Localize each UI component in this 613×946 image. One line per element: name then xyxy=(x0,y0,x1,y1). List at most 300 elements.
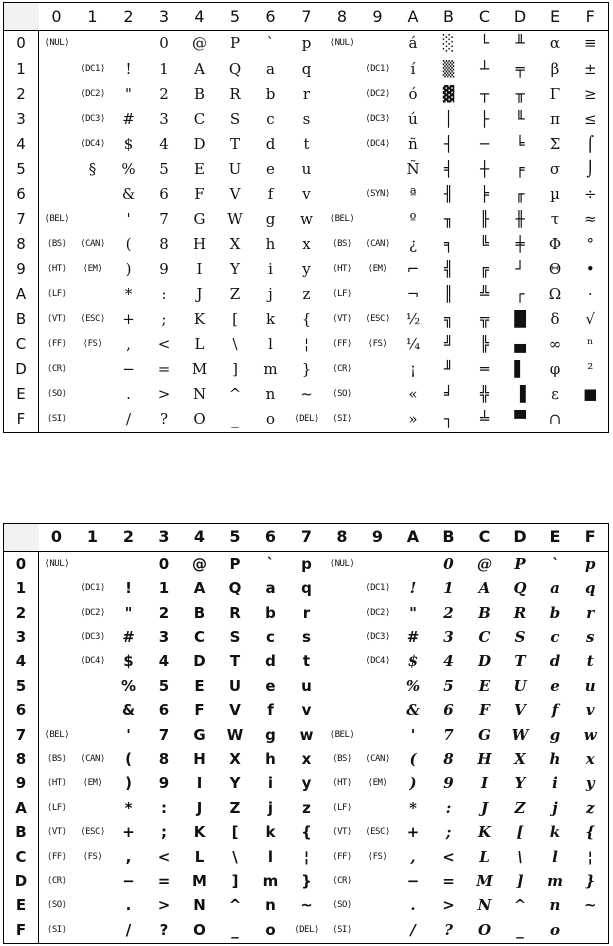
char-cell: o xyxy=(265,409,276,428)
char-cell xyxy=(75,31,111,57)
char-cell: ╨ xyxy=(515,34,525,53)
char-cell: [ xyxy=(232,309,238,328)
char-cell: O xyxy=(477,921,492,940)
char-cell: ⟨FS⟩ xyxy=(82,338,103,349)
char-cell: p xyxy=(301,554,312,573)
char-cell: M xyxy=(476,871,493,890)
char-cell: u xyxy=(584,676,596,695)
char-cell: A xyxy=(194,59,205,78)
char-cell: Z xyxy=(229,798,241,817)
char-cell xyxy=(39,650,75,674)
char-cell: h xyxy=(265,749,276,768)
table-row xyxy=(4,796,609,820)
char-cell xyxy=(360,382,396,407)
char-cell xyxy=(39,698,75,722)
char-cell: H xyxy=(193,749,206,768)
char-cell: v xyxy=(302,184,311,203)
char-cell: ⟨LF⟩ xyxy=(46,288,67,299)
char-cell: X xyxy=(514,749,526,768)
char-cell: g xyxy=(265,725,276,744)
char-cell: ? xyxy=(159,409,169,428)
char-cell: ╕ xyxy=(443,234,454,253)
character-table-italic xyxy=(3,523,609,944)
char-cell: ⟨ESC⟩ xyxy=(365,313,390,324)
char-cell: w xyxy=(300,209,313,228)
table-row xyxy=(4,57,609,82)
char-cell: α xyxy=(549,34,561,53)
char-cell: J xyxy=(480,798,489,817)
table-row xyxy=(4,894,609,918)
char-cell: @ xyxy=(192,554,207,573)
char-cell: ⟨DC3⟩ xyxy=(365,113,390,124)
char-cell: _ xyxy=(231,921,239,940)
char-cell: ó xyxy=(408,84,418,103)
column-header: 4 xyxy=(182,524,218,552)
char-cell: T xyxy=(229,652,241,671)
table-row xyxy=(4,723,609,747)
char-cell: ⟨DC4⟩ xyxy=(80,138,105,149)
char-cell: C xyxy=(478,627,491,646)
char-cell: > xyxy=(442,896,455,915)
char-cell xyxy=(111,551,147,576)
char-cell: r xyxy=(302,84,311,103)
corner-cell xyxy=(4,524,39,552)
char-cell: ' xyxy=(126,725,131,744)
char-cell: ⟨EM⟩ xyxy=(367,263,388,274)
char-cell: ⟨FS⟩ xyxy=(367,338,388,349)
char-cell xyxy=(325,674,360,698)
char-cell: @ xyxy=(192,34,207,53)
char-cell: ⟨FS⟩ xyxy=(82,851,103,862)
column-header: 8 xyxy=(325,524,360,552)
char-cell: D xyxy=(193,652,206,671)
char-cell: ╠ xyxy=(479,334,490,353)
char-cell: δ xyxy=(550,309,560,328)
char-cell xyxy=(573,918,609,943)
char-cell xyxy=(360,894,396,918)
char-cell xyxy=(360,551,396,576)
char-cell: ⟨VT⟩ xyxy=(46,313,67,324)
char-cell: X xyxy=(229,749,241,768)
char-cell: ╥ xyxy=(515,84,525,103)
char-cell xyxy=(360,31,396,57)
row-header: 6 xyxy=(4,698,39,722)
char-cell: ┌ xyxy=(515,284,525,303)
column-header-row xyxy=(4,3,609,31)
char-cell: ⟨HT⟩ xyxy=(332,778,352,789)
char-cell: ` xyxy=(551,554,559,573)
char-cell: ⟨CR⟩ xyxy=(46,363,67,374)
char-cell: ═ xyxy=(479,359,490,378)
char-cell: 7 xyxy=(159,209,169,228)
char-cell: } xyxy=(301,359,312,378)
char-cell: X xyxy=(229,234,241,253)
char-cell: I xyxy=(196,259,203,278)
char-cell: f xyxy=(267,701,274,720)
char-cell xyxy=(75,407,111,433)
char-cell: e xyxy=(550,676,560,695)
char-cell: ⟨DC3⟩ xyxy=(365,631,390,642)
char-cell: ! xyxy=(409,579,417,598)
char-cell: > xyxy=(157,384,171,403)
char-cell: ⟨SI⟩ xyxy=(332,413,352,424)
row-header: F xyxy=(4,407,39,433)
char-cell: / xyxy=(410,921,416,940)
table-row xyxy=(4,257,609,282)
char-cell: > xyxy=(157,896,171,915)
char-cell: ⟨CR⟩ xyxy=(332,363,352,374)
char-cell: ▓ xyxy=(442,84,455,103)
char-cell: w xyxy=(583,725,597,744)
char-cell: 8 xyxy=(443,749,454,768)
char-cell: N xyxy=(477,896,492,915)
char-cell: ñ xyxy=(408,134,418,153)
char-cell: • xyxy=(585,259,595,278)
char-cell: < xyxy=(157,847,171,866)
char-cell: ~ xyxy=(300,384,313,403)
char-cell: 1 xyxy=(159,59,169,78)
char-cell: x xyxy=(302,234,311,253)
char-cell: i xyxy=(552,774,558,793)
char-cell: ╘ xyxy=(515,134,525,153)
char-cell: & xyxy=(121,701,136,720)
char-cell: w xyxy=(299,725,314,744)
char-cell: ⌐ xyxy=(406,259,420,278)
row-header: 5 xyxy=(4,674,39,698)
char-cell: ≡ xyxy=(583,34,597,53)
table-row xyxy=(4,601,609,625)
char-cell: y xyxy=(301,774,312,793)
char-cell: ⟨EM⟩ xyxy=(367,778,388,789)
char-cell: ¿ xyxy=(408,234,418,253)
char-cell: V xyxy=(514,701,526,720)
row-header: 1 xyxy=(4,57,39,82)
char-cell: O xyxy=(193,921,206,940)
char-cell: j xyxy=(268,284,273,303)
char-cell: . xyxy=(126,384,131,403)
char-cell: ⟨NUL⟩ xyxy=(44,38,70,49)
column-header: 4 xyxy=(182,3,218,31)
char-cell: E xyxy=(478,676,491,695)
column-header: 9 xyxy=(360,3,396,31)
column-header: 3 xyxy=(147,3,182,31)
char-cell: z xyxy=(302,798,311,817)
row-header: C xyxy=(4,332,39,357)
char-cell: } xyxy=(301,871,312,890)
char-cell: á xyxy=(408,34,418,53)
char-cell: z xyxy=(302,284,311,303)
char-cell: ⟨DC2⟩ xyxy=(365,607,390,618)
char-cell: B xyxy=(478,603,491,622)
char-cell: Q xyxy=(513,579,527,598)
char-cell: E xyxy=(194,676,205,695)
char-cell: N xyxy=(192,384,207,403)
char-cell: Z xyxy=(229,284,241,303)
char-cell: ⟨CR⟩ xyxy=(332,875,352,886)
char-cell: ║ xyxy=(443,284,454,303)
char-cell: ⟨CR⟩ xyxy=(46,875,67,886)
char-cell: d xyxy=(265,652,276,671)
char-cell: ⟨CAN⟩ xyxy=(80,753,105,764)
row-header: 0 xyxy=(4,31,39,57)
table-row xyxy=(4,576,609,600)
column-header: F xyxy=(573,3,609,31)
char-cell: Z xyxy=(514,798,526,817)
char-cell: j xyxy=(267,798,274,817)
char-cell: ▐ xyxy=(514,384,526,403)
char-cell: f xyxy=(267,184,274,203)
row-header: 3 xyxy=(4,625,39,649)
char-cell: τ xyxy=(550,209,560,228)
char-cell: * xyxy=(124,284,133,303)
column-header: 0 xyxy=(39,524,75,552)
char-cell: { xyxy=(301,823,312,842)
char-cell: Y xyxy=(230,259,240,278)
char-cell: Q xyxy=(228,579,242,598)
column-header: F xyxy=(573,524,609,552)
column-header-row xyxy=(4,524,609,552)
char-cell: R xyxy=(513,603,527,622)
row-header: 8 xyxy=(4,232,39,257)
char-cell: ; xyxy=(161,823,167,842)
char-cell: ⟨DC4⟩ xyxy=(365,138,390,149)
char-cell: ( xyxy=(409,749,417,768)
char-cell: 6 xyxy=(158,701,170,720)
char-cell: b xyxy=(265,603,276,622)
char-cell: V xyxy=(229,184,241,203)
character-table-graphic xyxy=(3,2,609,433)
char-cell: g xyxy=(265,209,276,228)
char-cell: ⟨DC2⟩ xyxy=(80,88,105,99)
char-cell: m xyxy=(547,871,563,890)
char-cell: ╝ xyxy=(443,334,454,353)
char-cell xyxy=(75,282,111,307)
char-cell: , xyxy=(125,847,132,866)
char-cell: █ xyxy=(514,309,526,328)
char-cell: u xyxy=(301,676,312,695)
table-row xyxy=(4,650,609,674)
char-cell: ' xyxy=(410,725,416,744)
row-header: D xyxy=(4,869,39,893)
char-cell: ╖ xyxy=(443,209,454,228)
char-cell xyxy=(75,182,111,207)
char-cell: e xyxy=(266,159,275,178)
table-row xyxy=(4,182,609,207)
char-cell: 1 xyxy=(158,579,170,598)
column-header: C xyxy=(467,524,503,552)
char-cell: ⟨CAN⟩ xyxy=(365,238,390,249)
table-row xyxy=(4,382,609,407)
char-cell: * xyxy=(409,798,417,817)
char-cell xyxy=(325,576,360,600)
char-cell: ░ xyxy=(442,34,455,53)
char-cell: ⟨CAN⟩ xyxy=(80,238,105,249)
char-cell: ▌ xyxy=(514,359,526,378)
table-row xyxy=(4,307,609,332)
char-cell: 8 xyxy=(158,749,170,768)
char-cell: f xyxy=(551,701,559,720)
char-cell: o xyxy=(265,921,276,940)
char-cell: ⟨BEL⟩ xyxy=(329,213,355,224)
char-cell: D xyxy=(193,134,206,153)
table-row xyxy=(4,772,609,796)
char-cell: & xyxy=(406,701,420,720)
char-cell xyxy=(75,894,111,918)
char-cell: n xyxy=(549,896,561,915)
char-cell: K xyxy=(193,823,206,842)
char-cell: U xyxy=(513,676,527,695)
char-cell: » xyxy=(408,409,418,428)
char-cell xyxy=(75,918,111,943)
table-row xyxy=(4,357,609,382)
char-cell: V xyxy=(229,701,241,720)
char-cell: p xyxy=(585,554,596,573)
char-cell: R xyxy=(229,603,241,622)
row-header: F xyxy=(4,918,39,943)
char-cell: q xyxy=(301,59,312,78)
char-cell: B xyxy=(193,603,206,622)
char-cell: l xyxy=(552,847,558,866)
char-cell: ╞ xyxy=(479,184,490,203)
char-cell: 2 xyxy=(159,84,169,103)
row-header: 1 xyxy=(4,576,39,600)
char-cell xyxy=(39,182,75,207)
char-cell: a xyxy=(265,579,276,598)
char-cell: T xyxy=(514,652,526,671)
char-cell: P xyxy=(229,34,241,53)
char-cell: í xyxy=(410,59,416,78)
char-cell: / xyxy=(125,409,132,428)
char-cell: ╜ xyxy=(443,359,454,378)
char-cell: ⟨VT⟩ xyxy=(332,827,352,838)
char-cell: ¬ xyxy=(406,284,420,303)
char-cell: 9 xyxy=(443,774,454,793)
char-cell: ⟨LF⟩ xyxy=(332,802,352,813)
char-cell: # xyxy=(122,109,135,128)
char-cell: ` xyxy=(266,34,275,53)
char-cell: ⟨ESC⟩ xyxy=(365,827,390,838)
table-row xyxy=(4,282,609,307)
row-header: 9 xyxy=(4,257,39,282)
char-cell: ╦ xyxy=(479,309,490,328)
char-cell: 3 xyxy=(443,627,454,646)
char-cell: , xyxy=(410,847,416,866)
char-cell: § xyxy=(88,159,97,178)
char-cell xyxy=(325,132,360,157)
char-cell: A xyxy=(478,579,491,598)
char-cell: d xyxy=(549,652,561,671)
char-cell: √ xyxy=(585,309,596,328)
char-cell: Q xyxy=(228,59,242,78)
char-cell: σ xyxy=(549,159,561,178)
char-cell: ) xyxy=(125,774,132,793)
char-cell: < xyxy=(442,847,455,866)
char-cell: M xyxy=(192,871,207,890)
char-cell: ( xyxy=(125,234,132,253)
char-cell xyxy=(325,82,360,107)
char-cell: % xyxy=(120,676,137,695)
char-cell: = xyxy=(442,871,455,890)
char-cell: D xyxy=(477,652,491,671)
row-header: 7 xyxy=(4,723,39,747)
char-cell xyxy=(39,107,75,132)
char-cell: ! xyxy=(125,59,132,78)
char-cell: 2 xyxy=(158,603,170,622)
char-cell: Θ xyxy=(548,259,562,278)
char-cell xyxy=(396,551,431,576)
char-cell: 5 xyxy=(443,676,454,695)
char-cell: ┤ xyxy=(443,134,454,153)
column-header: B xyxy=(431,3,467,31)
row-header: 0 xyxy=(4,551,39,576)
char-cell: ⟨DC4⟩ xyxy=(80,656,105,667)
char-cell: I xyxy=(480,774,489,793)
char-cell: x xyxy=(585,749,595,768)
char-cell: F xyxy=(479,701,490,720)
char-cell: ⟨FF⟩ xyxy=(46,851,67,862)
char-cell: c xyxy=(266,627,275,646)
char-cell xyxy=(360,407,396,433)
char-cell: x xyxy=(301,749,312,768)
char-cell: ^ xyxy=(228,896,242,915)
char-cell xyxy=(75,674,111,698)
char-cell: ∞ xyxy=(548,334,562,353)
char-cell: ⟨BEL⟩ xyxy=(44,729,70,740)
char-cell: ) xyxy=(125,259,132,278)
char-cell: ⟨BS⟩ xyxy=(46,238,67,249)
char-cell: ⟨NUL⟩ xyxy=(329,558,355,569)
char-cell: ╡ xyxy=(443,159,454,178)
char-cell: ─ xyxy=(479,134,490,153)
char-cell xyxy=(39,576,75,600)
char-cell: 9 xyxy=(159,259,169,278)
char-cell: ⟨CAN⟩ xyxy=(365,753,390,764)
column-header: 7 xyxy=(289,3,325,31)
char-cell: ¦ xyxy=(303,847,310,866)
column-header: 6 xyxy=(253,524,289,552)
char-cell: ? xyxy=(159,921,169,940)
column-header: 2 xyxy=(111,3,147,31)
table-row xyxy=(4,157,609,182)
char-cell: ⌡ xyxy=(586,159,595,178)
char-cell: ┬ xyxy=(479,84,490,103)
char-cell xyxy=(360,918,396,943)
table-row xyxy=(4,407,609,433)
char-cell: ^ xyxy=(228,384,242,403)
char-cell xyxy=(75,796,111,820)
char-cell: ┐ xyxy=(443,409,454,428)
char-cell: ⟨VT⟩ xyxy=(46,827,67,838)
char-cell: $ xyxy=(123,134,134,153)
char-cell xyxy=(325,650,360,674)
char-cell: G xyxy=(193,209,206,228)
char-cell xyxy=(39,674,75,698)
char-cell xyxy=(360,357,396,382)
char-cell: π xyxy=(550,109,560,128)
char-cell: ; xyxy=(445,823,452,842)
char-cell: * xyxy=(124,798,133,817)
char-cell: c xyxy=(266,109,275,128)
char-cell: ε xyxy=(551,384,559,403)
char-cell: E xyxy=(194,159,205,178)
row-header: 6 xyxy=(4,182,39,207)
char-cell: < xyxy=(157,334,171,353)
char-cell: \ xyxy=(232,334,238,353)
char-cell xyxy=(325,601,360,625)
char-cell: ⟨DC3⟩ xyxy=(80,631,105,642)
char-cell: ⟨NUL⟩ xyxy=(329,38,355,49)
char-cell: ╣ xyxy=(443,259,454,278)
